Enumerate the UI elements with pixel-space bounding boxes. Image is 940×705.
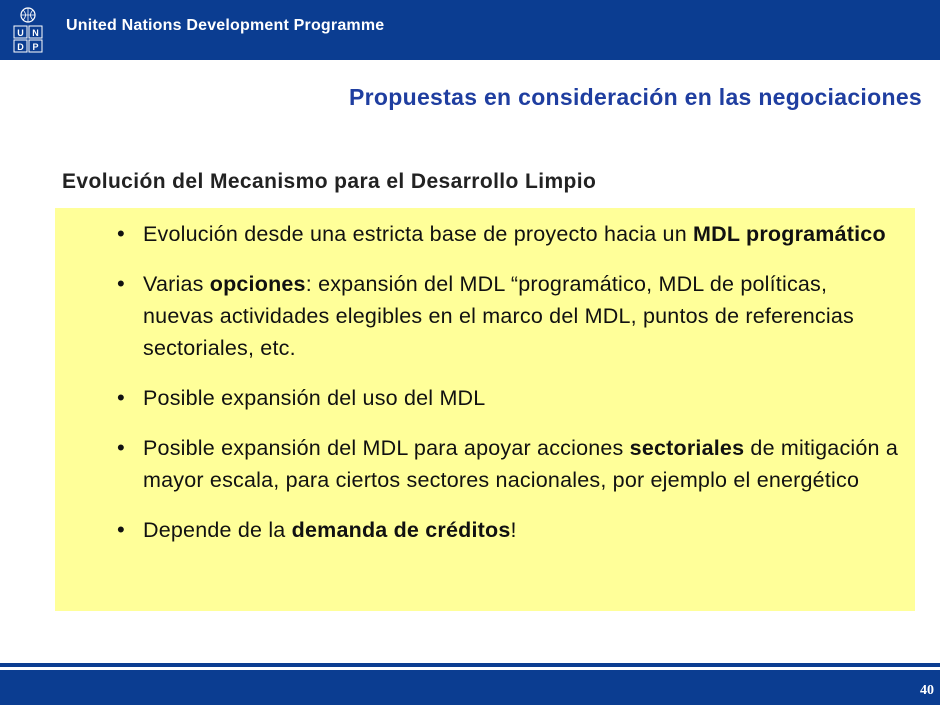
bullet-text: de mitigación a mayor escala, para ciertos sectores nacionales, por ejemplo el energético: [143, 436, 899, 492]
logo-letter: D: [17, 42, 24, 52]
logo-letter: P: [32, 42, 39, 52]
header-bar: [0, 0, 940, 60]
bullet-text-bold: demanda de créditos: [291, 518, 511, 542]
bullet-text: Depende de la: [143, 518, 292, 542]
footer-bar: [0, 670, 940, 705]
bullet-panel: [55, 208, 915, 611]
bullet-list: [55, 218, 915, 564]
bullet-item: [55, 432, 915, 496]
bullet-item: [55, 382, 915, 414]
organization-name: United Nations Development Programme: [66, 17, 385, 34]
bullet-text-bold: sectoriales: [629, 436, 745, 460]
logo-letter: N: [32, 28, 39, 38]
bullet-text: Evolución desde una estricta base de proyecto hacia un: [143, 222, 694, 246]
bullet-item: [55, 514, 915, 546]
bullet-text: Posible expansión del uso del MDL: [143, 386, 486, 410]
bullet-dot-icon: •: [117, 221, 125, 246]
page-number: 40: [920, 683, 934, 698]
bullet-dot-icon: •: [117, 271, 125, 296]
slide-title: Propuestas en consideración en las negociaciones: [349, 84, 922, 110]
section-heading: Evolución del Mecanismo para el Desarrollo Limpio: [62, 170, 597, 193]
bullet-dot-icon: •: [117, 385, 125, 410]
bullet-dot-icon: •: [117, 435, 125, 460]
footer-divider: [0, 663, 940, 667]
bullet-text: : expansión del MDL “programático, MDL de políticas, nuevas actividades elegibles en el marco del MDL, puntos de referencias sectoriales, etc.: [143, 272, 854, 360]
bullet-text-bold: opciones: [209, 272, 306, 296]
bullet-text: Varias: [143, 272, 210, 296]
bullet-text: Posible expansión del MDL para apoyar acciones: [143, 436, 630, 460]
logo-letter: U: [17, 28, 24, 38]
bullet-text: !: [510, 518, 517, 542]
bullet-item: [55, 268, 915, 364]
bullet-dot-icon: •: [117, 517, 125, 542]
bullet-text-bold: MDL programático: [693, 222, 886, 246]
bullet-item: [55, 218, 915, 250]
undp-logo: [10, 6, 46, 54]
